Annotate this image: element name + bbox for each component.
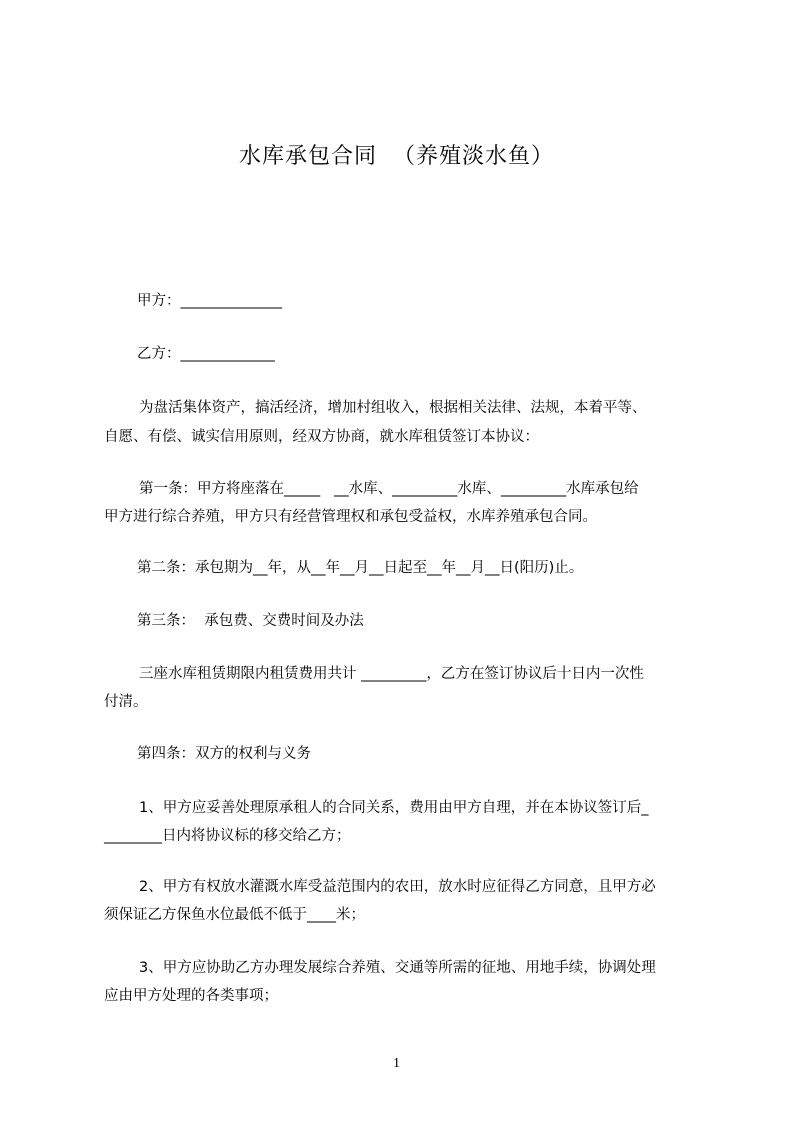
party-b-line: 乙方：_____________ — [137, 346, 275, 362]
article2-line: 第二条：承包期为__年，从__年__月__日起至__年__月__日(阳历)止。 — [137, 560, 584, 576]
clause2-line-2: 须保证乙方保鱼水位最低不低于____米； — [104, 907, 365, 923]
clause2-line-1: 2、甲方有权放水灌溉水库受益范围内的农田，放水时应征得乙方同意，且甲方必 — [139, 879, 656, 895]
document-title: 水库承包合同 （养殖淡水鱼） — [239, 144, 554, 169]
article1-line-1: 第一条：甲方将座落在_____ __水库、_________水库、_________水库承包给 — [139, 481, 639, 497]
party-a-line: 甲方：______________ — [137, 293, 282, 309]
article3-body-line-1: 三座水库租赁期限内租赁费用共计 _________，乙方在签订协议后十日内一次性 — [139, 666, 644, 682]
article3-body-line-2: 付清。 — [104, 694, 148, 710]
clause1-line-1: 1、甲方应妥善处理原承租人的合同关系，费用由甲方自理，并在本协议签订后_ — [139, 800, 649, 816]
clause3-line-1: 3、甲方应协助乙方办理发展综合养殖、交通等所需的征地、用地手续，协调处理 — [139, 960, 656, 976]
clause3-line-2: 应由甲方处理的各类事项； — [104, 988, 278, 1004]
article4-heading: 第四条：双方的权利与义务 — [137, 746, 311, 762]
intro-line-2: 自愿、有偿、诚实信用原则，经双方协商，就水库租赁签订本协议： — [104, 429, 539, 445]
intro-line-1: 为盘活集体资产，搞活经济，增加村组收入，根据相关法律、法规，本着平等、 — [139, 400, 647, 416]
clause1-line-2: ________日内将协议标的移交给乙方； — [104, 828, 351, 844]
article3-heading: 第三条： 承包费、交费时间及办法 — [137, 613, 364, 629]
page-number: 1 — [393, 1056, 400, 1071]
article1-line-2: 甲方进行综合养殖，甲方只有经营管理权和承包受益权，水库养殖承包合同。 — [104, 509, 597, 525]
